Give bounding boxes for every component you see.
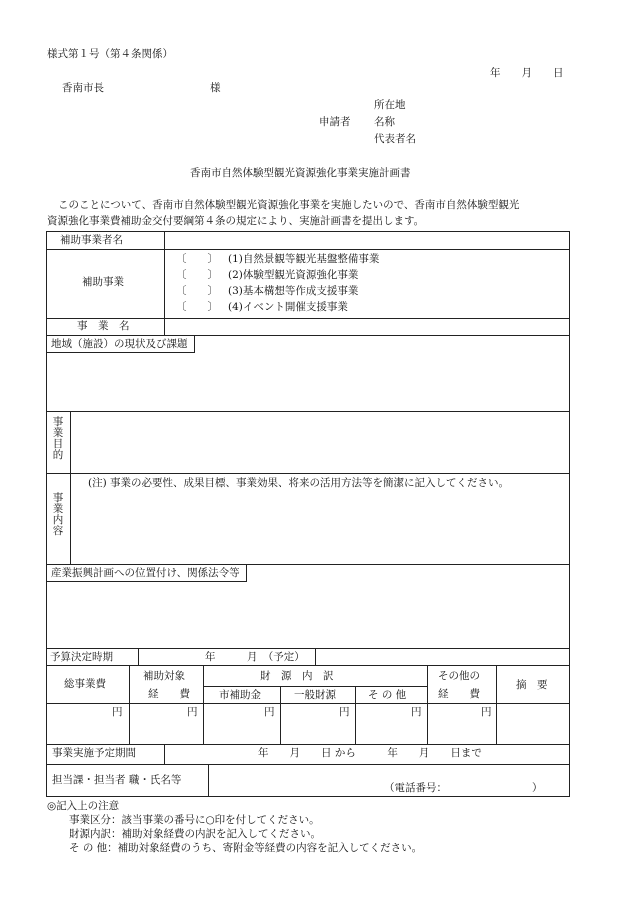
other-fund-yen[interactable]: 円 xyxy=(411,706,422,718)
subsidy-cost-yen[interactable]: 円 xyxy=(187,706,198,718)
option-3-bracket[interactable]: 〔 〕 xyxy=(176,285,218,297)
purpose-field[interactable] xyxy=(76,416,564,468)
name-label: 名称 xyxy=(374,116,395,128)
contact-label: 担当課・担当者 職・氏名等 xyxy=(52,774,182,786)
phone-label: （電話番号： xyxy=(384,782,447,794)
option-4-label: (4)イベント開催支援事業 xyxy=(228,301,348,313)
date-line: 年 月 日 xyxy=(490,67,564,79)
intro-line-2: 資源強化事業費補助金交付要綱第４条の規定により、実施計画書を提出します。 xyxy=(47,215,425,227)
current-status-label: 地域（施設）の現状及び課題 xyxy=(47,336,195,353)
content-note: (注) 事業の必要性、成果目標、事業効果、将来の活用方法等を簡潔に記入してください。 xyxy=(88,477,510,489)
period-label: 事業実施予定期間 xyxy=(52,747,136,759)
operator-field[interactable] xyxy=(170,233,564,247)
option-2-label: (2)体験型観光資源強化事業 xyxy=(228,269,359,281)
option-3-label: (3)基本構想等作成支援事業 xyxy=(228,285,359,297)
subsidy-cost-label-2: 経 費 xyxy=(148,688,190,700)
project-name-field[interactable] xyxy=(170,320,564,334)
subsidy-cost-label-1: 補助対象 xyxy=(143,670,185,682)
budget-time-label: 予算決定時期 xyxy=(50,651,113,663)
representative-label: 代表者名 xyxy=(374,133,416,145)
general-fund-yen[interactable]: 円 xyxy=(339,706,350,718)
form-number: 様式第１号（第４条関係） xyxy=(47,48,173,60)
applicant-label: 申請者 xyxy=(319,116,351,128)
city-subsidy-label: 市補助金 xyxy=(219,689,261,701)
other-cost-label-1: その他の xyxy=(438,670,480,682)
total-cost-label: 総事業費 xyxy=(64,678,106,690)
project-type-label: 補助事業 xyxy=(82,276,124,288)
general-fund-label: 一般財源 xyxy=(294,689,336,701)
funding-breakdown-label: 財 源 内 訳 xyxy=(260,670,334,682)
current-status-field[interactable] xyxy=(52,360,564,408)
purpose-label: 事業目的 xyxy=(52,416,64,461)
contact-field[interactable] xyxy=(214,767,564,779)
operator-label: 補助事業者名 xyxy=(60,234,123,246)
notes-heading: ◎記入上の注意 xyxy=(47,800,120,812)
option-1-bracket[interactable]: 〔 〕 xyxy=(176,253,218,265)
note-item-1: 事業区分：該当事業の番号に○印を付してください。 xyxy=(69,814,320,826)
intro-line-1: このことについて、香南市自然体験型観光資源強化事業を実施したいので、香南市自然体験型観光 xyxy=(58,199,520,211)
remarks-field[interactable] xyxy=(500,706,566,740)
document-title: 香南市自然体験型観光資源強化事業実施計画書 xyxy=(190,167,411,179)
addressee: 香南市長 xyxy=(62,82,104,94)
address-label: 所在地 xyxy=(374,99,406,111)
option-2-bracket[interactable]: 〔 〕 xyxy=(176,269,218,281)
budget-time-value[interactable]: 年 月 （予定） xyxy=(205,651,305,663)
other-cost-yen[interactable]: 円 xyxy=(481,706,492,718)
note-item-3: そ の 他：補助対象経費のうち、寄附金等経費の内容を記入してください。 xyxy=(69,842,423,854)
other-cost-label-2: 経 費 xyxy=(438,688,480,700)
option-1-label: (1)自然景観等観光基盤整備事業 xyxy=(228,253,380,265)
project-name-label: 事 業 名 xyxy=(77,320,130,332)
other-fund-label: そ の 他 xyxy=(368,689,407,701)
honorific: 様 xyxy=(210,82,221,94)
content-field[interactable] xyxy=(76,494,564,560)
city-subsidy-yen[interactable]: 円 xyxy=(264,706,275,718)
option-4-bracket[interactable]: 〔 〕 xyxy=(176,301,218,313)
content-label: 事業内容 xyxy=(52,492,64,537)
period-value[interactable]: 年 月 日 から 年 月 日まで xyxy=(258,747,482,759)
remarks-label: 摘 要 xyxy=(516,679,548,691)
note-item-2: 財源内訳：補助対象経費の内訳を記入してください。 xyxy=(69,828,321,840)
industry-plan-field[interactable] xyxy=(52,588,564,644)
industry-plan-label: 産業振興計画への位置付け、関係法令等 xyxy=(47,565,247,582)
total-cost-yen[interactable]: 円 xyxy=(112,706,123,718)
phone-close: ） xyxy=(532,782,543,794)
